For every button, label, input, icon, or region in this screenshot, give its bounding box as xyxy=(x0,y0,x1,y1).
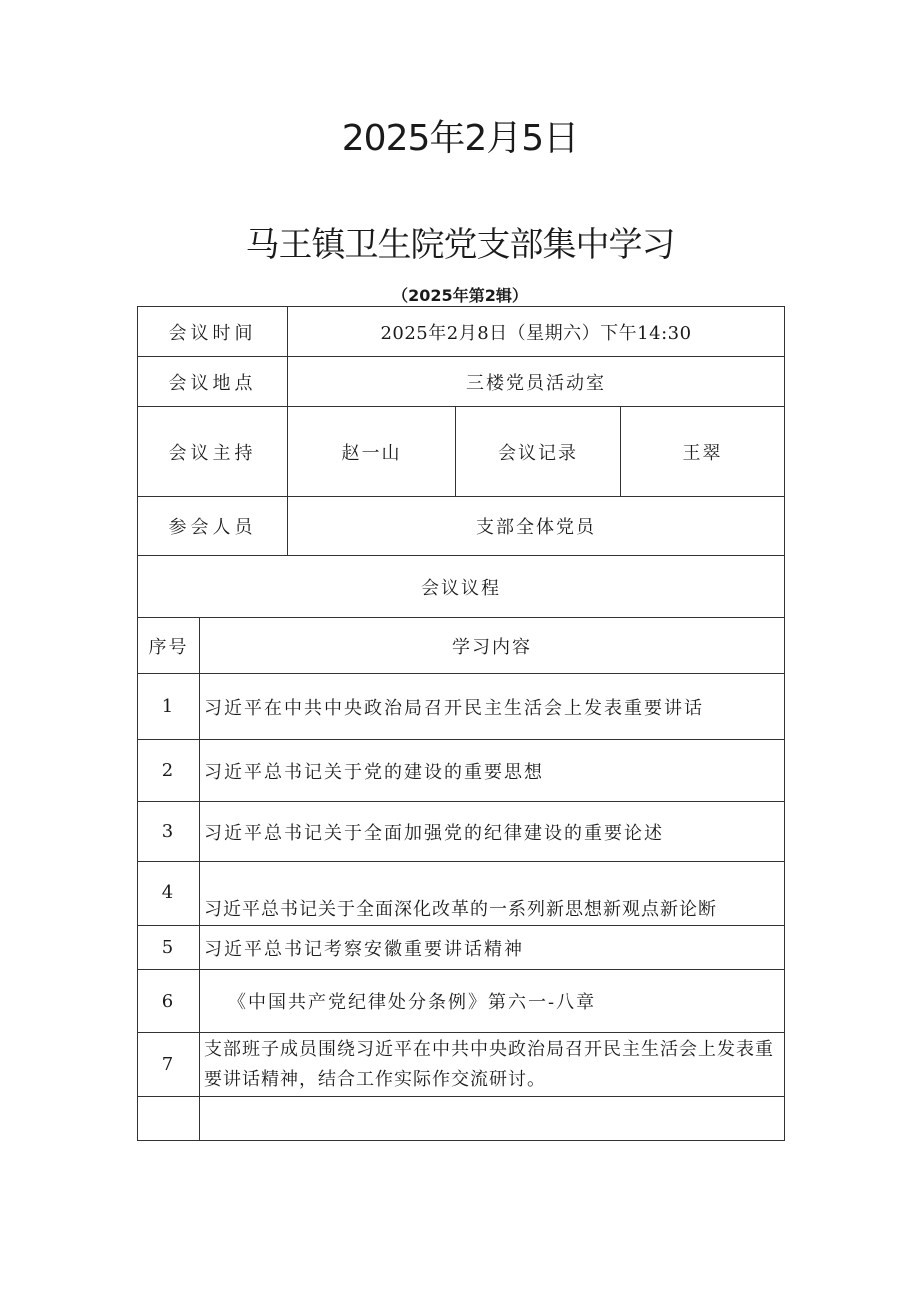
table-row xyxy=(138,926,785,970)
meeting-place-label: 会议地点 xyxy=(138,357,288,407)
row-content: 《中国共产党纪律处分条例》第六一-八章 xyxy=(200,970,785,1033)
row-number: 1 xyxy=(138,674,200,740)
meeting-recorder-label: 会议记录 xyxy=(456,407,621,497)
table-row-empty xyxy=(138,1097,785,1141)
table-row xyxy=(138,802,785,862)
column-header-content: 学习内容 xyxy=(200,618,785,674)
row-number: 4 xyxy=(138,862,200,926)
row-content: 习近平总书记关于全面加强党的纪律建设的重要论述 xyxy=(200,802,785,862)
meeting-table xyxy=(137,306,785,1141)
row-content: 习近平总书记关于党的建设的重要思想 xyxy=(200,740,785,802)
meeting-time-label: 会议时间 xyxy=(138,307,288,357)
table-row xyxy=(138,674,785,740)
meeting-attendees-row xyxy=(138,497,785,556)
meeting-place-value: 三楼党员活动室 xyxy=(288,357,785,407)
row-number: 3 xyxy=(138,802,200,862)
meeting-host-value: 赵一山 xyxy=(288,407,456,497)
table-row xyxy=(138,862,785,926)
table-row xyxy=(138,1033,785,1097)
meeting-time-value: 2025年2月8日（星期六）下午14:30 xyxy=(288,307,785,357)
meeting-recorder-value: 王翠 xyxy=(621,407,785,497)
empty-cell xyxy=(138,1097,200,1141)
row-content: 习近平总书记考察安徽重要讲话精神 xyxy=(200,926,785,970)
row-content: 支部班子成员围绕习近平在中共中央政治局召开民主生活会上发表重要讲话精神，结合工作实际作交流研讨。 xyxy=(200,1033,785,1097)
agenda-heading-row xyxy=(138,556,785,618)
agenda-heading: 会议议程 xyxy=(138,556,785,618)
row-number: 6 xyxy=(138,970,200,1033)
issue-number: （2025年第2辑） xyxy=(392,286,528,305)
meeting-place-row xyxy=(138,357,785,407)
row-number: 2 xyxy=(138,740,200,802)
table-row xyxy=(138,970,785,1033)
row-content: 习近平总书记关于全面深化改革的一系列新思想新观点新论断 xyxy=(200,862,785,926)
agenda-header-row xyxy=(138,618,785,674)
meeting-time-row xyxy=(138,307,785,357)
document-title: 马王镇卫生院党支部集中学习 xyxy=(245,225,675,265)
row-content: 习近平在中共中央政治局召开民主生活会上发表重要讲话 xyxy=(200,674,785,740)
row-number: 5 xyxy=(138,926,200,970)
meeting-host-row xyxy=(138,407,785,497)
meeting-attendees-label: 参会人员 xyxy=(138,497,288,556)
meeting-attendees-value: 支部全体党员 xyxy=(288,497,785,556)
meeting-host-label: 会议主持 xyxy=(138,407,288,497)
column-header-number: 序号 xyxy=(138,618,200,674)
empty-cell xyxy=(200,1097,785,1141)
table-row xyxy=(138,740,785,802)
document-date: 2025年2月5日 xyxy=(341,118,579,159)
row-number: 7 xyxy=(138,1033,200,1097)
